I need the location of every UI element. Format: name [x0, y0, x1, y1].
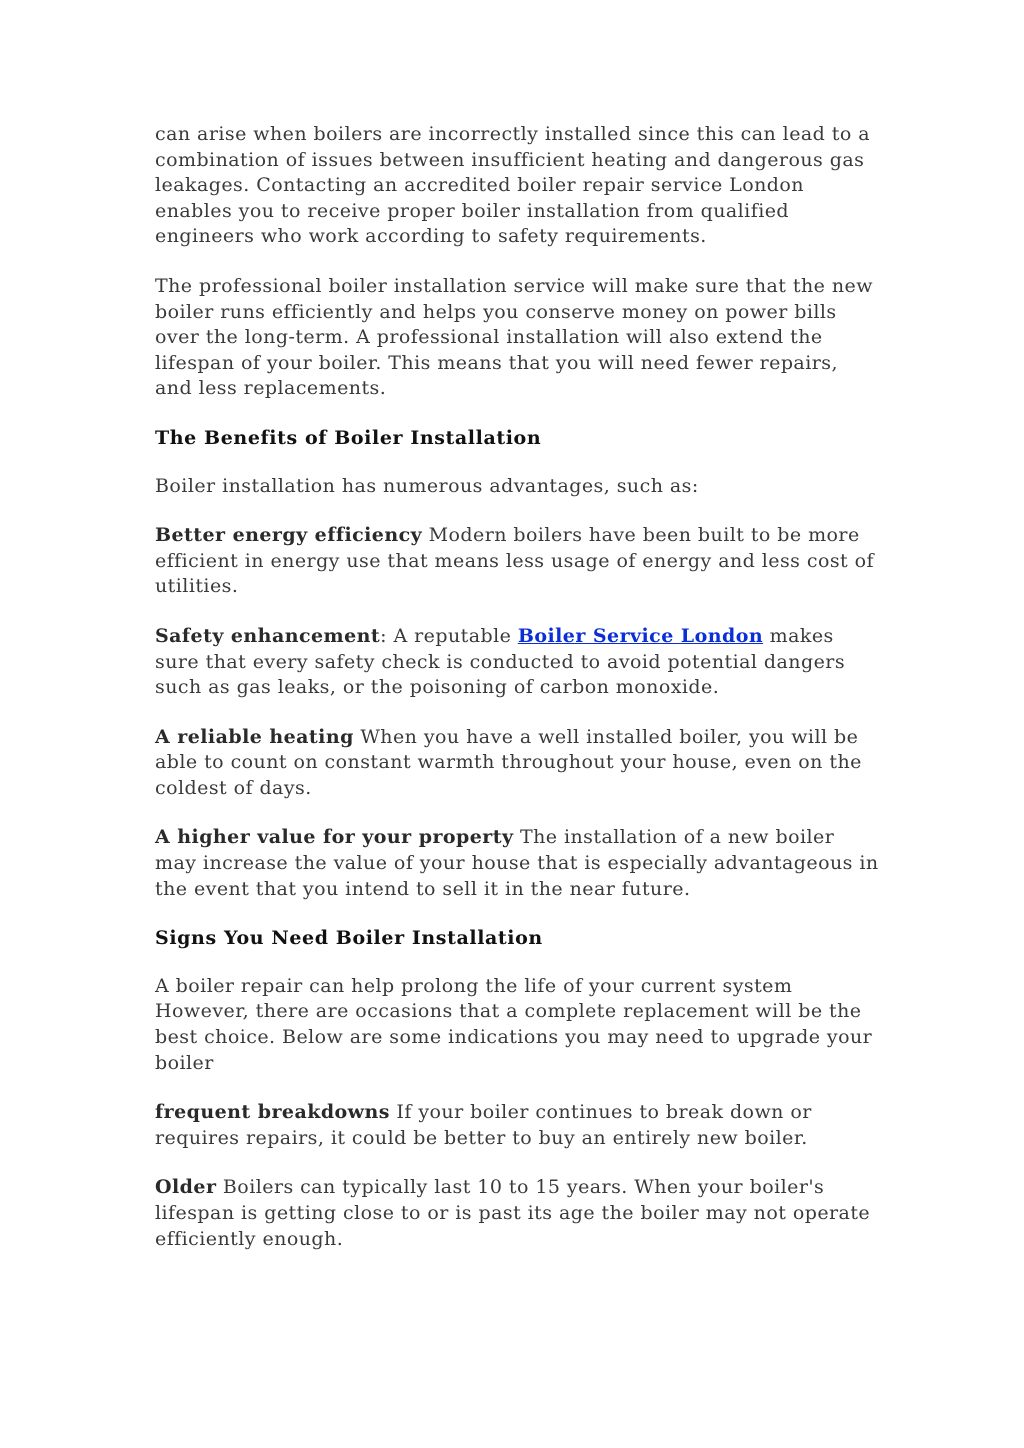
signs-heading: Signs You Need Boiler Installation	[155, 927, 543, 950]
benefit-lead: Better energy efficiency	[155, 524, 423, 547]
benefit-text: The installation of a new boiler may increase the value of your house that is especially advantageous in the event that you intend to sell it in the near future.	[155, 826, 879, 900]
benefits-intro: Boiler installation has numerous advantages, such as:	[155, 474, 699, 497]
benefit-text: makes sure that every safety check is conducted to avoid potential dangers such as gas leaks, or the poisoning of carbon monoxide.	[155, 624, 846, 699]
benefit-lead: Safety enhancement	[155, 624, 381, 647]
sign-frequent-breakdowns	[155, 1100, 880, 1151]
benefit-text: : A reputable	[380, 624, 518, 647]
boiler-service-london-link[interactable]: Boiler Service London	[517, 624, 764, 647]
benefit-text: Modern boilers have been built to be more efficient in energy use that means less usage of energy and less cost of utilities.	[155, 524, 874, 598]
benefit-safety-enhancement	[155, 624, 880, 701]
benefit-property-value	[155, 825, 880, 902]
document-page	[155, 122, 880, 1276]
intro-paragraph-2: The professional boiler installation service will make sure that the new boiler runs efficiently and helps you conserve money on power bills over the long-term. A professional installation will also extend the lifespan of your boiler. This means that you will need fewer repairs, and less replacements.	[155, 274, 873, 400]
sign-text: If your boiler continues to break down or requires repairs, it could be better to buy an entirely new boiler.	[155, 1101, 812, 1149]
sign-lead: Older	[155, 1176, 217, 1199]
benefit-text: When you have a well installed boiler, you will be able to count on constant warmth throughout your house, even on the coldest of days.	[155, 725, 862, 799]
benefit-lead: A higher value for your property	[155, 826, 514, 849]
benefits-heading: The Benefits of Boiler Installation	[155, 426, 542, 449]
sign-text: Boilers can typically last 10 to 15 years. When your boiler's lifespan is getting close to or is past its age the boiler may not operate efficiently enough.	[155, 1176, 871, 1250]
sign-older-boiler	[155, 1175, 880, 1252]
sign-lead: frequent breakdowns	[155, 1101, 390, 1124]
intro-paragraph-1: can arise when boilers are incorrectly installed since this can lead to a combination of issues between insufficient heating and dangerous gas leakages. Contacting an accredited boiler repair service London enables you to receive proper boiler installation from qualified engineers who work according to safety requirements.	[155, 123, 871, 248]
benefit-lead: A reliable heating	[155, 725, 354, 748]
signs-intro: A boiler repair can help prolong the life of your current system However, there are occasions that a complete replacement will be the best choice. Below are some indications you may need to upgrade your boiler	[155, 974, 873, 1074]
benefit-energy-efficiency	[155, 523, 880, 600]
benefit-reliable-heating	[155, 725, 880, 802]
